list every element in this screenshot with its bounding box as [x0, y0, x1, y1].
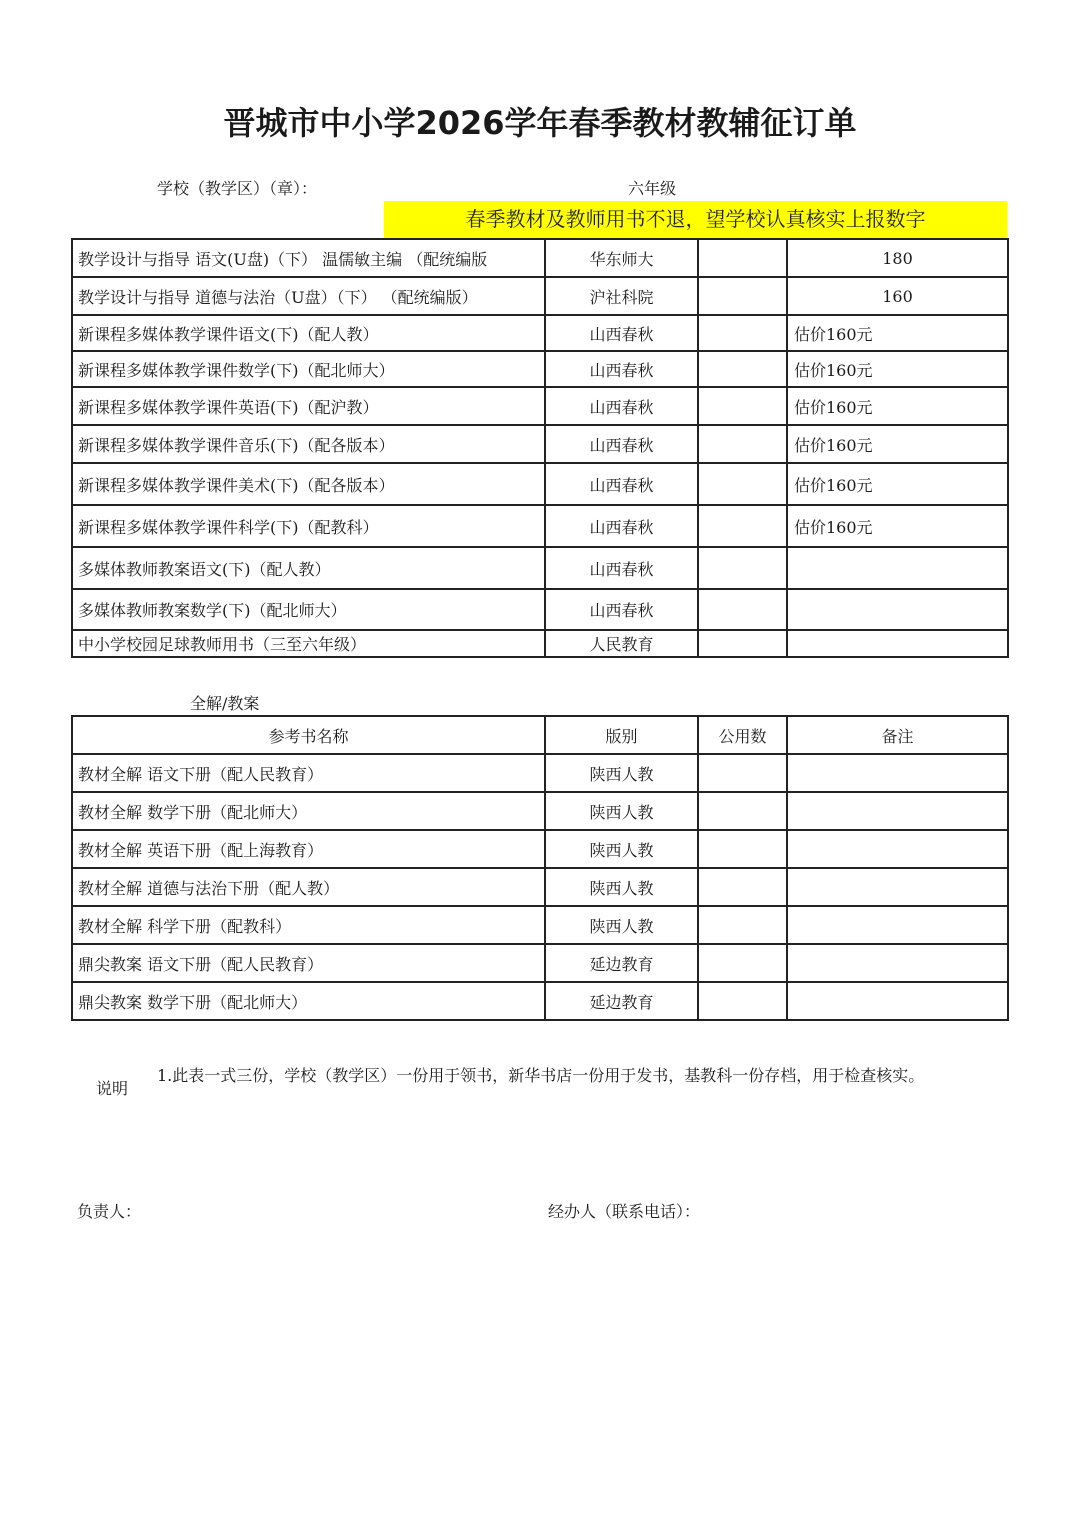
book-name-cell: 新课程多媒体教学课件语文(下)（配人教）: [72, 315, 545, 351]
table-row: [72, 463, 1008, 505]
note-cell: [787, 589, 1008, 630]
quantity-cell[interactable]: [698, 277, 787, 315]
book-name-cell: 教学设计与指导 道德与法治（U盘）（下） （配统编版）: [72, 277, 545, 315]
note-cell: [787, 630, 1008, 657]
publisher-cell: 陕西人教: [545, 830, 698, 868]
book-name-cell: 新课程多媒体教学课件英语(下)（配沪教）: [72, 387, 545, 425]
quantity-cell[interactable]: [698, 754, 787, 792]
table-header-row: [72, 716, 1008, 754]
publisher-cell: 陕西人教: [545, 906, 698, 944]
table-row: [72, 630, 1008, 657]
publisher-cell: 山西春秋: [545, 589, 698, 630]
handler-label: 经办人（联系电话）：: [548, 1202, 701, 1221]
note-cell: [787, 792, 1008, 830]
table-row: [72, 906, 1008, 944]
grade-label: 六年级: [628, 179, 677, 198]
publisher-cell: 山西春秋: [545, 505, 698, 547]
quantity-cell[interactable]: [698, 463, 787, 505]
quantity-cell[interactable]: [698, 906, 787, 944]
table-row: [72, 982, 1008, 1020]
note-cell: [787, 982, 1008, 1020]
note-cell: 估价160元: [787, 315, 1008, 351]
publisher-cell: 山西春秋: [545, 351, 698, 387]
book-name-cell: 中小学校园足球教师用书（三至六年级）: [72, 630, 545, 657]
note-cell: 估价160元: [787, 387, 1008, 425]
explanation-label: 说明: [96, 1079, 129, 1098]
quantity-cell[interactable]: [698, 982, 787, 1020]
quantity-cell[interactable]: [698, 425, 787, 463]
table-row: [72, 505, 1008, 547]
responsible-label: 负责人：: [77, 1202, 142, 1221]
book-name-cell: 教材全解 语文下册（配人民教育）: [72, 754, 545, 792]
table-row: [72, 547, 1008, 589]
publisher-cell: 华东师大: [545, 239, 698, 277]
table-row: [72, 425, 1008, 463]
publisher-cell: 山西春秋: [545, 387, 698, 425]
book-name-cell: 多媒体教师教案数学(下)（配北师大）: [72, 589, 545, 630]
book-name-cell: 教材全解 科学下册（配教科）: [72, 906, 545, 944]
table-row: [72, 868, 1008, 906]
header-count: 公用数: [698, 716, 787, 754]
reference-books-table: [71, 715, 1009, 1021]
table-row: [72, 830, 1008, 868]
header-publisher: 版别: [545, 716, 698, 754]
publisher-cell: 山西春秋: [545, 463, 698, 505]
table-row: [72, 944, 1008, 982]
book-name-cell: 教学设计与指导 语文(U盘)（下） 温儒敏主编 （配统编版: [72, 239, 545, 277]
publisher-cell: 延边教育: [545, 982, 698, 1020]
table-row: [72, 792, 1008, 830]
publisher-cell: 山西春秋: [545, 315, 698, 351]
teacher-materials-table: [71, 238, 1009, 658]
note-cell: 估价160元: [787, 463, 1008, 505]
publisher-cell: 山西春秋: [545, 425, 698, 463]
book-name-cell: 教材全解 数学下册（配北师大）: [72, 792, 545, 830]
quantity-cell[interactable]: [698, 830, 787, 868]
publisher-cell: 陕西人教: [545, 868, 698, 906]
header-note: 备注: [787, 716, 1008, 754]
table-row: [72, 387, 1008, 425]
quantity-cell[interactable]: [698, 589, 787, 630]
notice-banner: 春季教材及教师用书不退，望学校认真核实上报数字: [384, 201, 1007, 238]
note-cell: 估价160元: [787, 505, 1008, 547]
table-row: [72, 277, 1008, 315]
note-cell: [787, 830, 1008, 868]
quantity-cell[interactable]: [698, 792, 787, 830]
page-title: 晋城市中小学2026学年春季教材教辅征订单: [223, 104, 857, 142]
note-cell: 估价160元: [787, 425, 1008, 463]
section2-label: 全解/教案: [190, 694, 260, 713]
publisher-cell: 山西春秋: [545, 547, 698, 589]
note-cell: [787, 547, 1008, 589]
table-row: [72, 315, 1008, 351]
publisher-cell: 沪社科院: [545, 277, 698, 315]
publisher-cell: 陕西人教: [545, 792, 698, 830]
table-row: [72, 239, 1008, 277]
note-cell: [787, 754, 1008, 792]
book-name-cell: 新课程多媒体教学课件美术(下)（配各版本）: [72, 463, 545, 505]
note-cell: [787, 868, 1008, 906]
quantity-cell[interactable]: [698, 505, 787, 547]
book-name-cell: 新课程多媒体教学课件音乐(下)（配各版本）: [72, 425, 545, 463]
note-cell: [787, 944, 1008, 982]
table-row: [72, 754, 1008, 792]
table-row: [72, 351, 1008, 387]
book-name-cell: 新课程多媒体教学课件科学(下)（配教科）: [72, 505, 545, 547]
book-name-cell: 教材全解 英语下册（配上海教育）: [72, 830, 545, 868]
note-cell: [787, 906, 1008, 944]
publisher-cell: 人民教育: [545, 630, 698, 657]
quantity-cell[interactable]: [698, 944, 787, 982]
quantity-cell[interactable]: [698, 239, 787, 277]
school-label: 学校（教学区）（章）：: [157, 179, 318, 198]
table-row: [72, 589, 1008, 630]
book-name-cell: 鼎尖教案 数学下册（配北师大）: [72, 982, 545, 1020]
note-cell: 160: [787, 277, 1008, 315]
note-cell: 180: [787, 239, 1008, 277]
quantity-cell[interactable]: [698, 547, 787, 589]
book-name-cell: 多媒体教师教案语文(下)（配人教）: [72, 547, 545, 589]
publisher-cell: 延边教育: [545, 944, 698, 982]
quantity-cell[interactable]: [698, 868, 787, 906]
quantity-cell[interactable]: [698, 351, 787, 387]
explanation-text: 1.此表一式三份，学校（教学区）一份用于领书，新华书店一份用于发书，基教科一份存档，用于检查核实。: [157, 1066, 925, 1085]
book-name-cell: 教材全解 道德与法治下册（配人教）: [72, 868, 545, 906]
quantity-cell[interactable]: [698, 630, 787, 657]
book-name-cell: 鼎尖教案 语文下册（配人民教育）: [72, 944, 545, 982]
quantity-cell[interactable]: [698, 315, 787, 351]
quantity-cell[interactable]: [698, 387, 787, 425]
note-cell: 估价160元: [787, 351, 1008, 387]
header-name: 参考书名称: [72, 716, 545, 754]
book-name-cell: 新课程多媒体教学课件数学(下)（配北师大）: [72, 351, 545, 387]
publisher-cell: 陕西人教: [545, 754, 698, 792]
